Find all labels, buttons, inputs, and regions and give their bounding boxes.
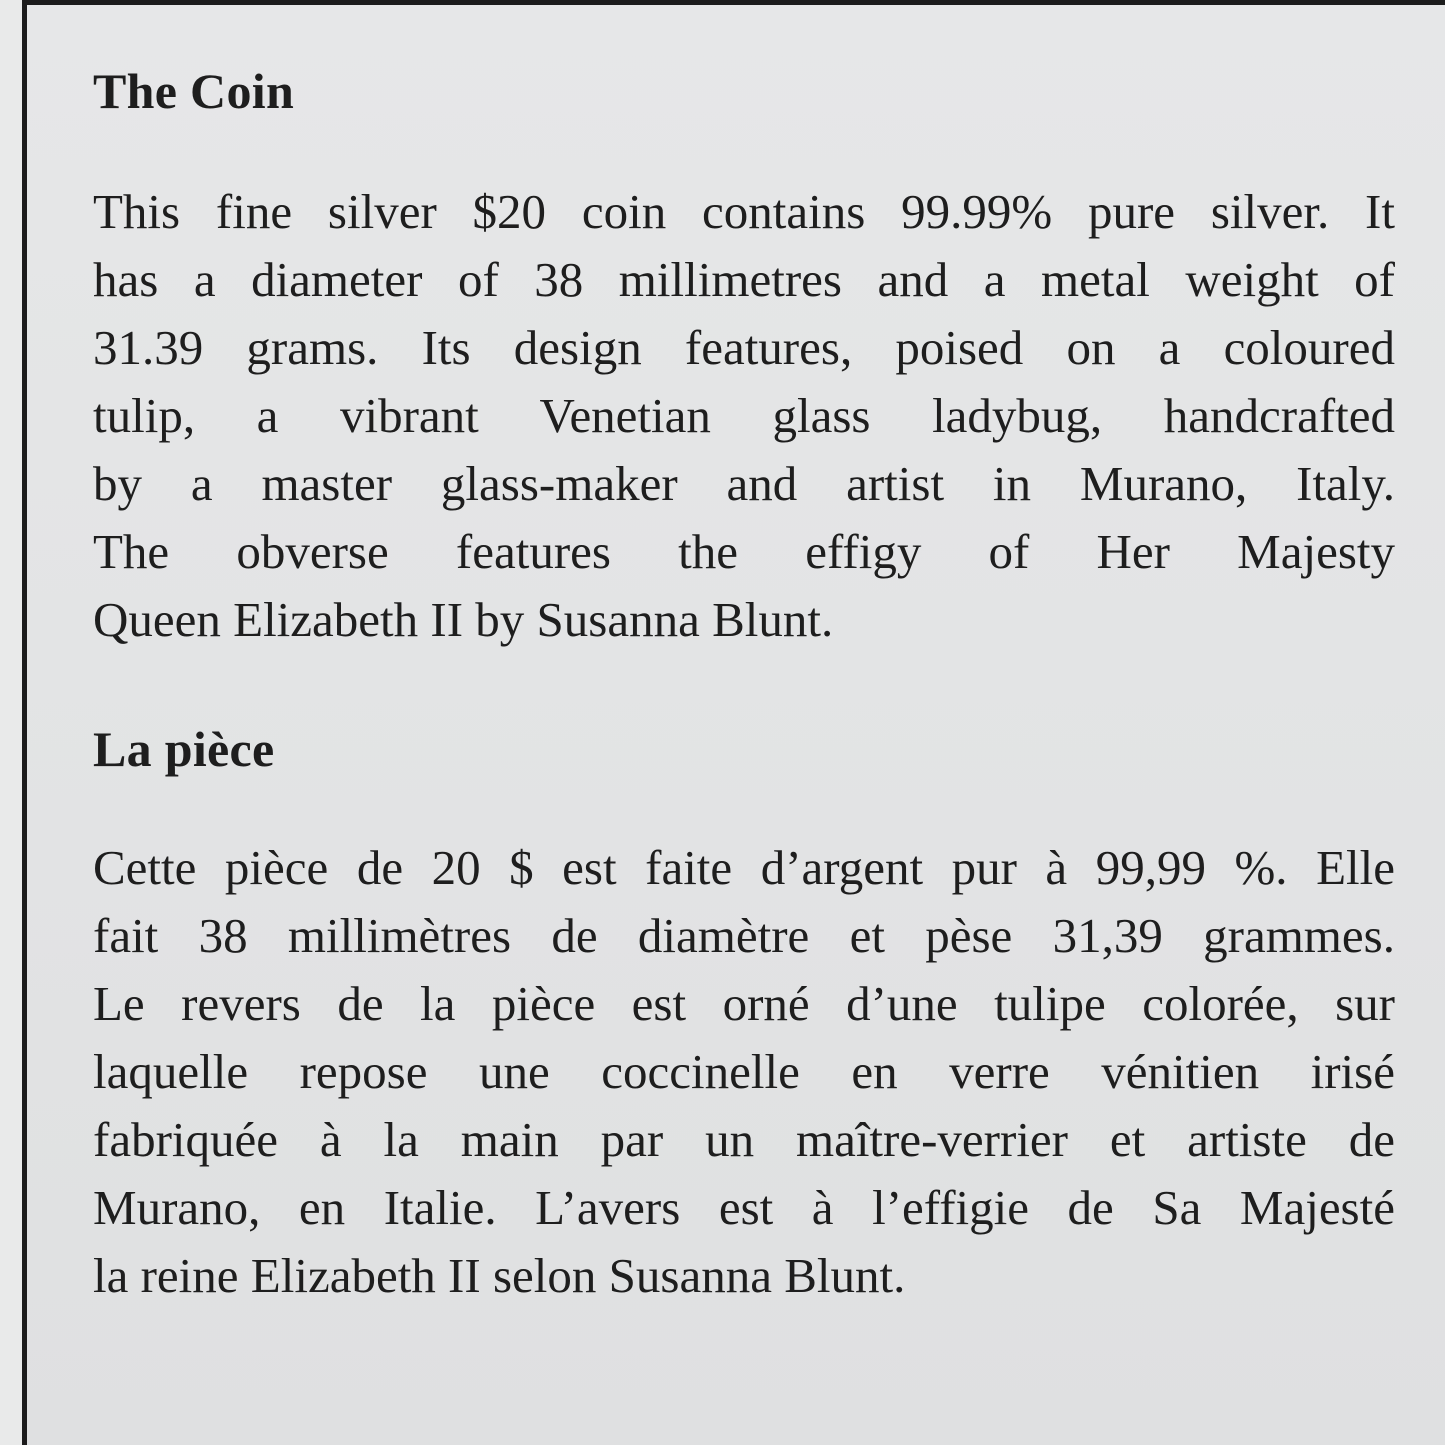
french-line: la reine Elizabeth II selon Susanna Blunt. <box>93 1248 906 1303</box>
english-line: The obverse features the effigy of Her Majesty <box>93 524 1395 579</box>
french-paragraph <box>93 834 1395 1310</box>
english-line: has a diameter of 38 millimetres and a metal weight of <box>93 252 1395 307</box>
english-paragraph <box>93 178 1395 654</box>
french-line: Cette pièce de 20 $ est faite d’argent pur à 99,99 %. Elle <box>93 840 1395 895</box>
english-line: This fine silver $20 coin contains 99.99% pure silver. It <box>93 184 1395 239</box>
french-line: fabriquée à la main par un maître-verrier et artiste de <box>93 1112 1395 1167</box>
english-line: tulip, a vibrant Venetian glass ladybug, handcrafted <box>93 388 1395 443</box>
french-heading: La pièce <box>93 721 275 777</box>
english-heading: The Coin <box>93 63 295 119</box>
french-line: fait 38 millimètres de diamètre et pèse 31,39 grammes. <box>93 908 1395 963</box>
frame-top-border <box>22 0 1445 5</box>
english-line: Queen Elizabeth II by Susanna Blunt. <box>93 592 834 647</box>
page-margin <box>0 0 22 1445</box>
english-line: by a master glass-maker and artist in Murano, Italy. <box>93 456 1395 511</box>
english-line: 31.39 grams. Its design features, poised on a coloured <box>93 320 1395 375</box>
french-line: laquelle repose une coccinelle en verre vénitien irisé <box>93 1044 1395 1099</box>
french-line: Murano, en Italie. L’avers est à l’effigie de Sa Majesté <box>93 1180 1395 1235</box>
frame-left-border <box>22 0 27 1445</box>
french-line: Le revers de la pièce est orné d’une tulipe colorée, sur <box>93 976 1395 1031</box>
